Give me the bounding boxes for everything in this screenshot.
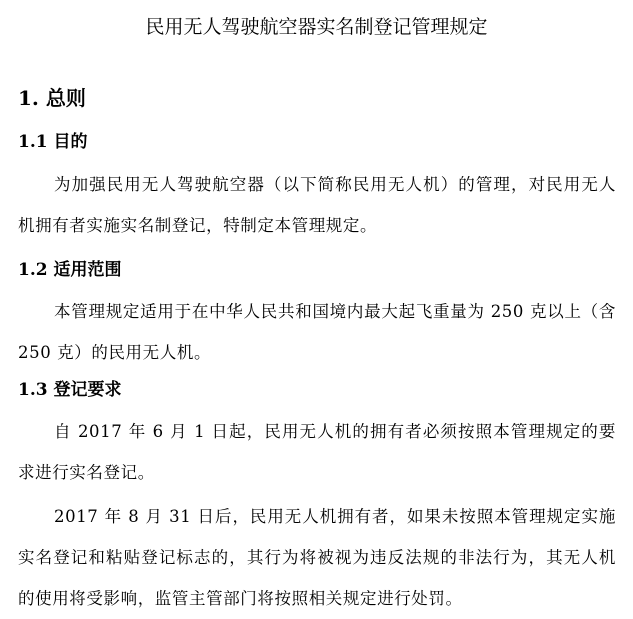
document-title: 民用无人驾驶航空器实名制登记管理规定 — [145, 16, 488, 38]
section-heading-scope: 1.2 适用范围 — [18, 260, 122, 280]
paragraph-scope: 本管理规定适用于在中华人民共和国境内最大起飞重量为 250 克以上（含 250 克）的民用无人机。 — [18, 302, 616, 362]
section-heading-registration-requirements: 1.3 登记要求 — [18, 380, 122, 400]
paragraph-purpose: 为加强民用无人驾驶航空器（以下简称民用无人机）的管理，对民用无人机拥有者实施实名制登记，特制定本管理规定。 — [18, 175, 616, 235]
section-heading-purpose: 1.1 目的 — [18, 132, 88, 152]
paragraph-penalty: 2017 年 8 月 31 日后，民用无人机拥有者，如果未按照本管理规定实施实名登记和粘贴登记标志的，其行为将被视为违反法规的非法行为，其无人机的使用将受影响，监管主管部门将按照相关规定进行处罚。 — [18, 507, 616, 608]
section-heading-general: 1. 总则 — [18, 86, 86, 110]
paragraph-registration-date: 自 2017 年 6 月 1 日起，民用无人机的拥有者必须按照本管理规定的要求进行实名登记。 — [18, 422, 616, 482]
